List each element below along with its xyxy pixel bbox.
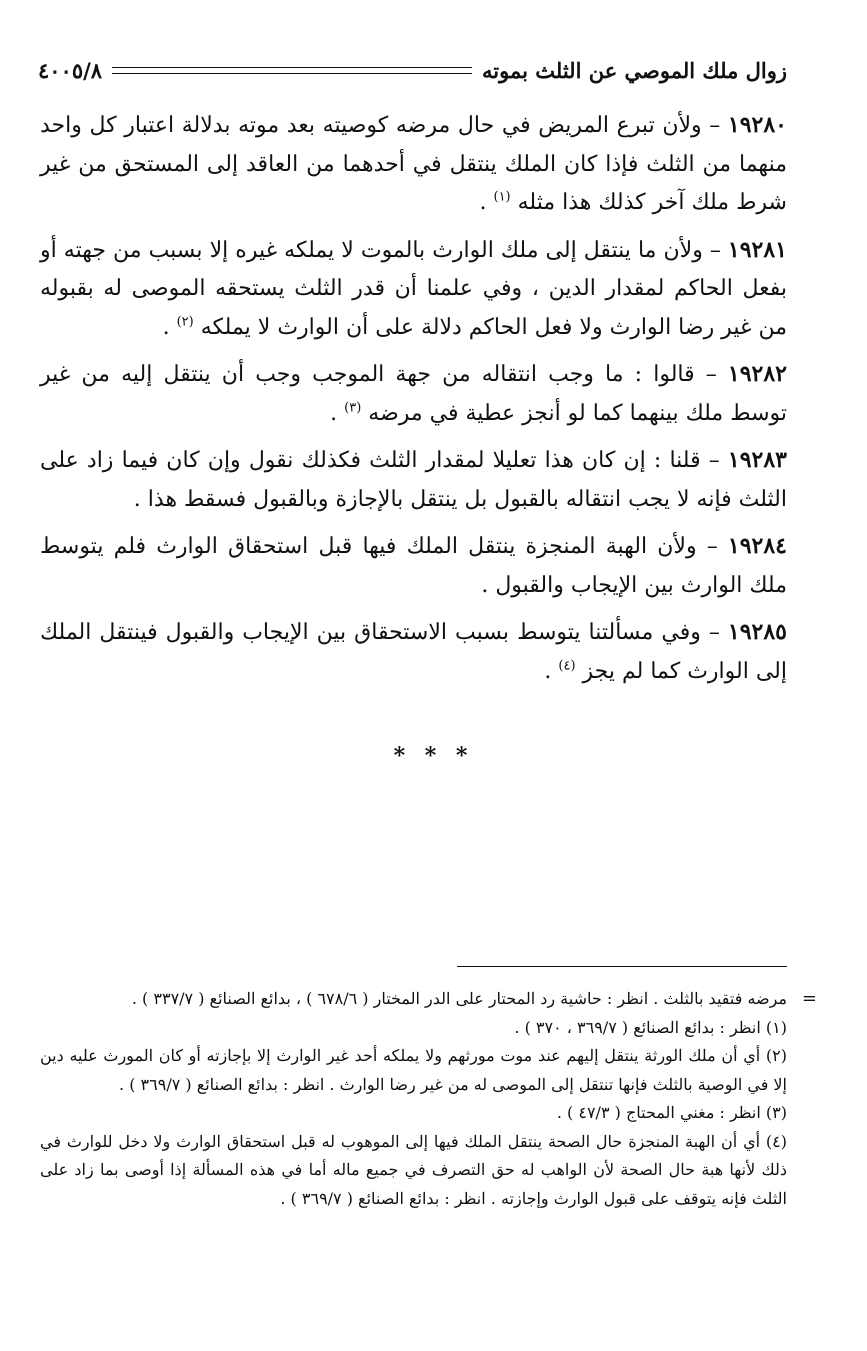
paragraph-19280 xyxy=(40,106,787,223)
paragraph-19282 xyxy=(40,355,787,433)
paragraph-19281 xyxy=(40,231,787,348)
running-header xyxy=(38,52,787,88)
paragraph-number: ١٩٢٨٥ xyxy=(727,619,787,645)
paragraph-number: ١٩٢٨٠ xyxy=(727,112,787,138)
footnote-1: (١) انظر : بدائع الصنائع ( ٣٦٩/٧ ، ٣٧٠ ) . xyxy=(514,1017,787,1037)
footnote-3: (٣) انظر : مغني المحتاج ( ٤٧/٣ ) . xyxy=(556,1103,787,1122)
running-title: زوال ملك الموصي عن الثلث بموته xyxy=(482,57,787,83)
paragraph-end: . xyxy=(162,314,177,340)
paragraph-text: – ولأن ما ينتقل إلى ملك الوارث بالموت لا يملكه غيره إلا بسبب من جهته أو بفعل الحاكم لمقدار الدين ، وفي علمنا أن قدر الثلث يستحقه الموصى له بقبوله من غير رضا الوارث ولا فعل الحاكم دلالة على أن الوارث لا يملكه xyxy=(40,237,787,340)
footnote-2: (٢) أي أن ملك الورثة ينتقل إليهم عند موت مورثهم ولا يملكه أحد غير الوارث إلا بإجازته أو كان المورث عليه دين إلا في الوصية بالثلث فإنها تنتقل إلى الموصى له من غير رضا الوارث . انظر : بدائع الصنائع ( ٣٦٩/٧ ) . xyxy=(40,1046,787,1094)
paragraph-number: ١٩٢٨٣ xyxy=(727,447,787,473)
page-number: ٤٠٠٥/٨ xyxy=(38,57,103,83)
header-double-rule xyxy=(112,67,472,74)
paragraph-number: ١٩٢٨١ xyxy=(727,236,787,263)
paragraph-text: – وفي مسألتنا يتوسط بسبب الاستحقاق بين الإيجاب والقبول فينتقل الملك إلى الوارث كما لم يجز xyxy=(40,620,787,684)
paragraph-end: . xyxy=(544,658,559,684)
paragraph-end: . xyxy=(479,190,494,215)
paragraph-19285 xyxy=(40,613,787,691)
paragraph-text: – قالوا : ما وجب انتقاله من جهة الموجب وجب أن ينتقل إليه من غير توسط ملك بينهما كما لو أنجز عطية في مرضه xyxy=(40,362,787,426)
footnote-ref: (٤) xyxy=(558,658,576,674)
paragraph-number: ١٩٢٨٢ xyxy=(727,361,787,387)
paragraph-text: – ولأن تبرع المريض في حال مرضه كوصيته بعد موته بدلالة اعتبار كل واحد منهما من الثلث فإذا كان الملك ينتقل في أحدهما من العاقد إلى المستحق من غير شرط ملك آخر كذلك هذا مثله xyxy=(40,113,787,215)
footnotes xyxy=(40,985,787,1213)
paragraph-text: – قلنا : إن كان هذا تعليلا لمقدار الثلث فكذلك نقول وإن كان فيما زاد على الثلث فإنه لا يجب انتقاله بالقبول بل ينتقل بالإجازة وبالقبول فسقط هذا . xyxy=(40,448,787,512)
footnote-ref: (١) xyxy=(493,189,511,205)
main-text xyxy=(40,106,787,699)
paragraph-19283 xyxy=(40,441,787,519)
footnote-divider xyxy=(457,966,787,967)
paragraph-19284 xyxy=(40,527,787,605)
footnote-ref: (٣) xyxy=(344,400,362,416)
paragraph-end: . xyxy=(330,400,345,426)
footnote-4: (٤) أي أن الهبة المنجزة حال الصحة ينتقل الملك فيها إلى الموهوب له قبل استحقاق الوارث ولا دخل للوارث في ذلك لأنها هبة حال الصحة لأن الواهب له حق التصرف في جميع ماله أما في هذه المسألة إذا أوصى بما زاد على الثلث فإنه يتوقف على قبول الوارث وإجازته . انظر : بدائع الصنائع ( ٣٦٩/٧ ) . xyxy=(40,1131,788,1208)
footnote-ref: (٢) xyxy=(176,314,194,330)
paragraph-text: – ولأن الهبة المنجزة ينتقل الملك فيها قبل استحقاق الوارث فلم يتوسط ملك الوارث بين الإيجاب والقبول . xyxy=(40,534,787,598)
paragraph-number: ١٩٢٨٤ xyxy=(727,533,787,559)
footnote-continued: مرضه فتقيد بالثلث . انظر : حاشية رد المحتار على الدر المختار ( ٦٧٨/٦ ) ، بدائع الصنائع ( ٣٣٧/٧ ) . xyxy=(131,989,787,1008)
section-separator: * * * xyxy=(393,743,474,769)
footnote-continuation-mark: = xyxy=(801,988,817,1009)
